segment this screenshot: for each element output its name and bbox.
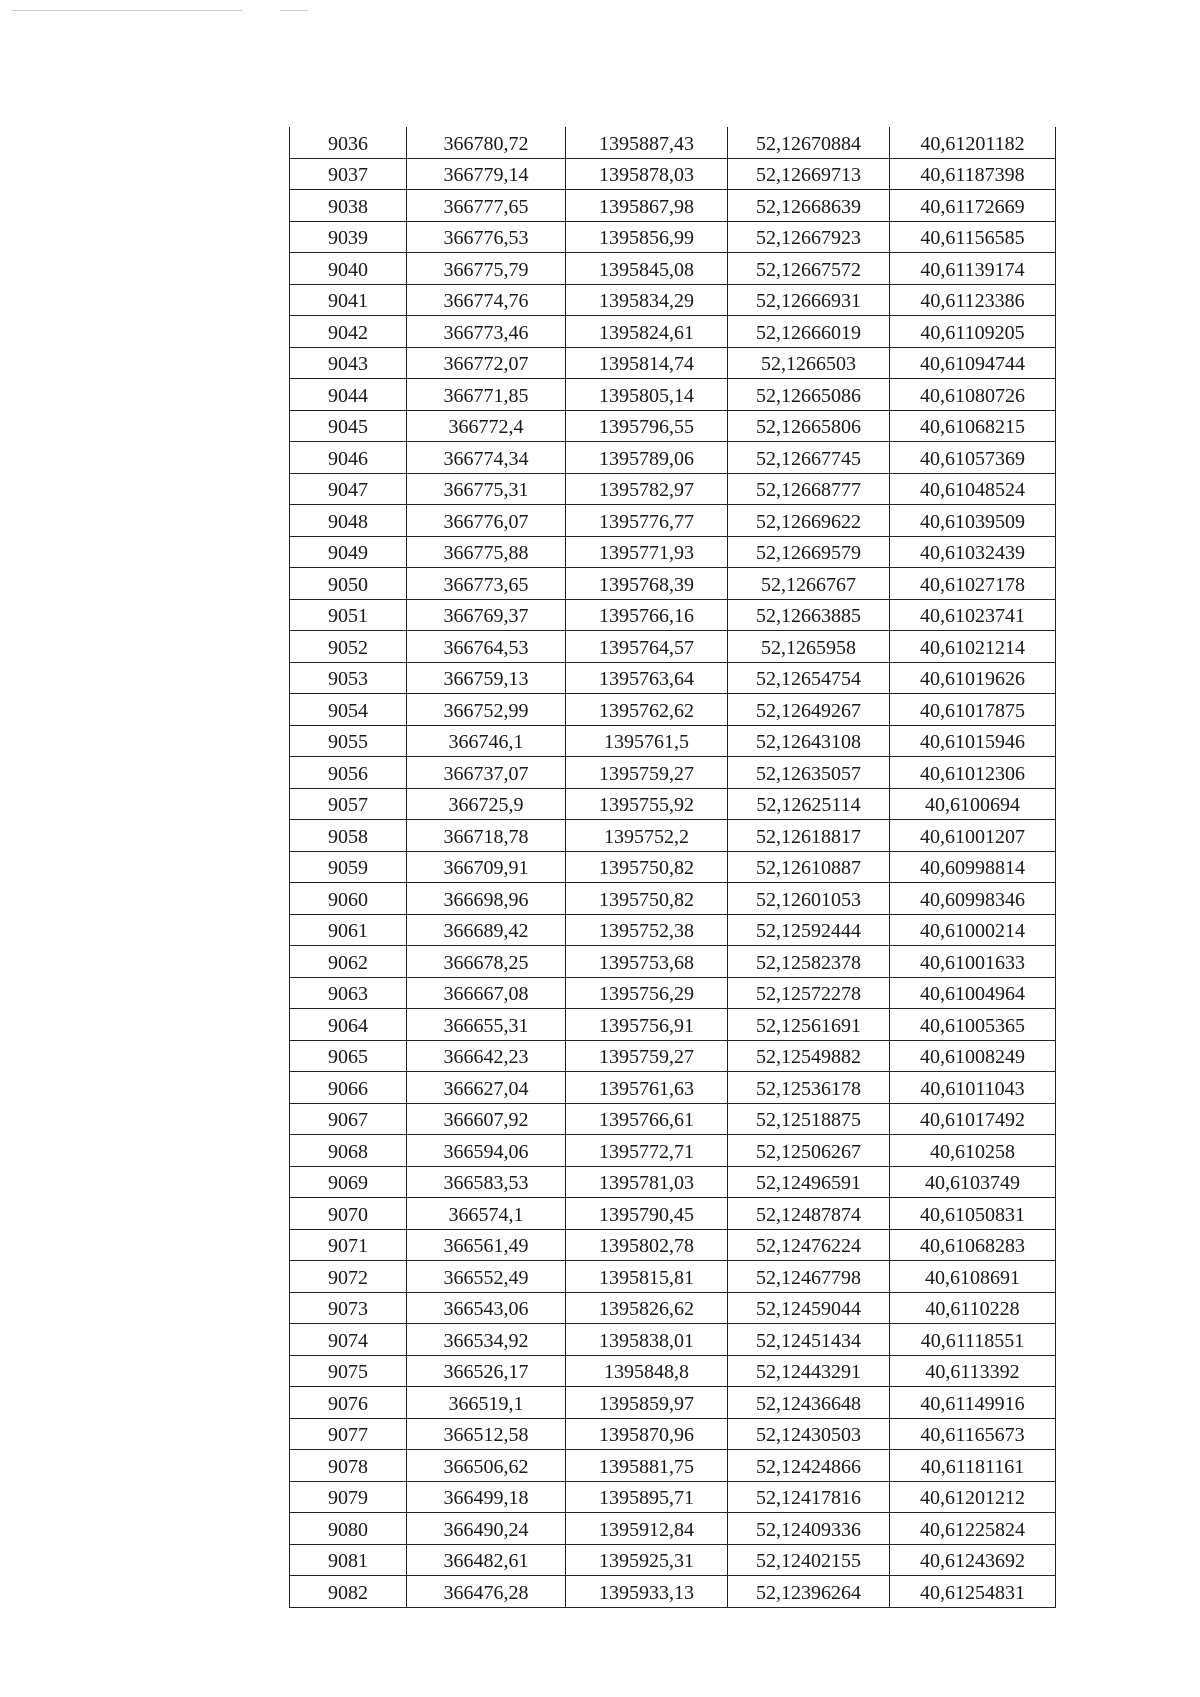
longitude-cell: 40,61068283 (890, 1229, 1056, 1261)
point-number-cell: 9071 (290, 1229, 407, 1261)
x-coordinate-cell: 366773,65 (407, 568, 566, 600)
table-row (290, 946, 1056, 978)
longitude-cell: 40,61021214 (890, 631, 1056, 663)
longitude-cell: 40,61050831 (890, 1198, 1056, 1230)
point-number-cell: 9063 (290, 977, 407, 1009)
point-number-cell: 9075 (290, 1355, 407, 1387)
point-number-cell: 9074 (290, 1324, 407, 1356)
latitude-cell: 52,12670884 (728, 127, 890, 158)
table-row (290, 977, 1056, 1009)
table-row (290, 158, 1056, 190)
latitude-cell: 52,12424866 (728, 1450, 890, 1482)
x-coordinate-cell: 366574,1 (407, 1198, 566, 1230)
y-coordinate-cell: 1395848,8 (566, 1355, 728, 1387)
table-row (290, 851, 1056, 883)
longitude-cell: 40,6100694 (890, 788, 1056, 820)
y-coordinate-cell: 1395867,98 (566, 190, 728, 222)
latitude-cell: 52,12467798 (728, 1261, 890, 1293)
point-number-cell: 9057 (290, 788, 407, 820)
x-coordinate-cell: 366771,85 (407, 379, 566, 411)
longitude-cell: 40,61080726 (890, 379, 1056, 411)
table-row (290, 536, 1056, 568)
y-coordinate-cell: 1395815,81 (566, 1261, 728, 1293)
table-row (290, 284, 1056, 316)
coordinates-table-body (290, 127, 1056, 1607)
table-row (290, 473, 1056, 505)
x-coordinate-cell: 366499,18 (407, 1481, 566, 1513)
latitude-cell: 52,12635057 (728, 757, 890, 789)
longitude-cell: 40,61123386 (890, 284, 1056, 316)
x-coordinate-cell: 366482,61 (407, 1544, 566, 1576)
latitude-cell: 52,12518875 (728, 1103, 890, 1135)
latitude-cell: 52,12654754 (728, 662, 890, 694)
longitude-cell: 40,61011043 (890, 1072, 1056, 1104)
table-row (290, 347, 1056, 379)
x-coordinate-cell: 366655,31 (407, 1009, 566, 1041)
latitude-cell: 52,12601053 (728, 883, 890, 915)
x-coordinate-cell: 366709,91 (407, 851, 566, 883)
latitude-cell: 52,12430503 (728, 1418, 890, 1450)
point-number-cell: 9055 (290, 725, 407, 757)
point-number-cell: 9053 (290, 662, 407, 694)
y-coordinate-cell: 1395752,38 (566, 914, 728, 946)
x-coordinate-cell: 366764,53 (407, 631, 566, 663)
table-row (290, 1198, 1056, 1230)
y-coordinate-cell: 1395759,27 (566, 1040, 728, 1072)
latitude-cell: 52,12665086 (728, 379, 890, 411)
longitude-cell: 40,61008249 (890, 1040, 1056, 1072)
table-row (290, 883, 1056, 915)
table-row (290, 1072, 1056, 1104)
x-coordinate-cell: 366746,1 (407, 725, 566, 757)
x-coordinate-cell: 366777,65 (407, 190, 566, 222)
table-row (290, 1513, 1056, 1545)
y-coordinate-cell: 1395870,96 (566, 1418, 728, 1450)
y-coordinate-cell: 1395856,99 (566, 221, 728, 253)
longitude-cell: 40,61118551 (890, 1324, 1056, 1356)
table-row (290, 1166, 1056, 1198)
y-coordinate-cell: 1395759,27 (566, 757, 728, 789)
latitude-cell: 52,12582378 (728, 946, 890, 978)
latitude-cell: 52,12476224 (728, 1229, 890, 1261)
x-coordinate-cell: 366667,08 (407, 977, 566, 1009)
scan-artifact-line (12, 10, 242, 11)
y-coordinate-cell: 1395766,61 (566, 1103, 728, 1135)
table-row (290, 1355, 1056, 1387)
x-coordinate-cell: 366512,58 (407, 1418, 566, 1450)
longitude-cell: 40,61181161 (890, 1450, 1056, 1482)
latitude-cell: 52,12667923 (728, 221, 890, 253)
x-coordinate-cell: 366772,07 (407, 347, 566, 379)
y-coordinate-cell: 1395753,68 (566, 946, 728, 978)
y-coordinate-cell: 1395766,16 (566, 599, 728, 631)
latitude-cell: 52,12665806 (728, 410, 890, 442)
x-coordinate-cell: 366678,25 (407, 946, 566, 978)
longitude-cell: 40,61225824 (890, 1513, 1056, 1545)
coordinates-table (289, 127, 1056, 1608)
longitude-cell: 40,61254831 (890, 1576, 1056, 1608)
point-number-cell: 9078 (290, 1450, 407, 1482)
y-coordinate-cell: 1395790,45 (566, 1198, 728, 1230)
latitude-cell: 52,12496591 (728, 1166, 890, 1198)
x-coordinate-cell: 366776,53 (407, 221, 566, 253)
y-coordinate-cell: 1395925,31 (566, 1544, 728, 1576)
x-coordinate-cell: 366698,96 (407, 883, 566, 915)
x-coordinate-cell: 366776,07 (407, 505, 566, 537)
point-number-cell: 9041 (290, 284, 407, 316)
latitude-cell: 52,12669579 (728, 536, 890, 568)
longitude-cell: 40,61004964 (890, 977, 1056, 1009)
latitude-cell: 52,12549882 (728, 1040, 890, 1072)
table-row (290, 1229, 1056, 1261)
point-number-cell: 9040 (290, 253, 407, 285)
longitude-cell: 40,61201182 (890, 127, 1056, 158)
x-coordinate-cell: 366519,1 (407, 1387, 566, 1419)
table-row (290, 1135, 1056, 1167)
y-coordinate-cell: 1395805,14 (566, 379, 728, 411)
table-row (290, 410, 1056, 442)
y-coordinate-cell: 1395838,01 (566, 1324, 728, 1356)
longitude-cell: 40,61139174 (890, 253, 1056, 285)
y-coordinate-cell: 1395933,13 (566, 1576, 728, 1608)
longitude-cell: 40,6108691 (890, 1261, 1056, 1293)
x-coordinate-cell: 366561,49 (407, 1229, 566, 1261)
point-number-cell: 9038 (290, 190, 407, 222)
point-number-cell: 9062 (290, 946, 407, 978)
latitude-cell: 52,12451434 (728, 1324, 890, 1356)
y-coordinate-cell: 1395881,75 (566, 1450, 728, 1482)
latitude-cell: 52,12668777 (728, 473, 890, 505)
table-row (290, 568, 1056, 600)
x-coordinate-cell: 366607,92 (407, 1103, 566, 1135)
table-row (290, 505, 1056, 537)
table-row (290, 127, 1056, 158)
latitude-cell: 52,1266503 (728, 347, 890, 379)
point-number-cell: 9070 (290, 1198, 407, 1230)
table-row (290, 788, 1056, 820)
longitude-cell: 40,610258 (890, 1135, 1056, 1167)
latitude-cell: 52,12572278 (728, 977, 890, 1009)
x-coordinate-cell: 366774,76 (407, 284, 566, 316)
scan-artifact-line (280, 10, 308, 11)
longitude-cell: 40,61001207 (890, 820, 1056, 852)
x-coordinate-cell: 366506,62 (407, 1450, 566, 1482)
table-row (290, 190, 1056, 222)
point-number-cell: 9051 (290, 599, 407, 631)
x-coordinate-cell: 366780,72 (407, 127, 566, 158)
latitude-cell: 52,1266767 (728, 568, 890, 600)
longitude-cell: 40,60998346 (890, 883, 1056, 915)
y-coordinate-cell: 1395776,77 (566, 505, 728, 537)
point-number-cell: 9077 (290, 1418, 407, 1450)
x-coordinate-cell: 366772,4 (407, 410, 566, 442)
point-number-cell: 9042 (290, 316, 407, 348)
point-number-cell: 9060 (290, 883, 407, 915)
point-number-cell: 9065 (290, 1040, 407, 1072)
x-coordinate-cell: 366627,04 (407, 1072, 566, 1104)
latitude-cell: 52,12666931 (728, 284, 890, 316)
table-row (290, 379, 1056, 411)
table-row (290, 631, 1056, 663)
latitude-cell: 52,12610887 (728, 851, 890, 883)
point-number-cell: 9076 (290, 1387, 407, 1419)
y-coordinate-cell: 1395756,91 (566, 1009, 728, 1041)
point-number-cell: 9072 (290, 1261, 407, 1293)
latitude-cell: 52,12459044 (728, 1292, 890, 1324)
latitude-cell: 52,12592444 (728, 914, 890, 946)
point-number-cell: 9082 (290, 1576, 407, 1608)
table-row (290, 914, 1056, 946)
longitude-cell: 40,61243692 (890, 1544, 1056, 1576)
y-coordinate-cell: 1395859,97 (566, 1387, 728, 1419)
table-row (290, 1544, 1056, 1576)
latitude-cell: 52,12506267 (728, 1135, 890, 1167)
x-coordinate-cell: 366737,07 (407, 757, 566, 789)
longitude-cell: 40,61000214 (890, 914, 1056, 946)
table-row (290, 725, 1056, 757)
longitude-cell: 40,61012306 (890, 757, 1056, 789)
x-coordinate-cell: 366718,78 (407, 820, 566, 852)
point-number-cell: 9056 (290, 757, 407, 789)
y-coordinate-cell: 1395772,71 (566, 1135, 728, 1167)
latitude-cell: 52,12649267 (728, 694, 890, 726)
table-row (290, 1040, 1056, 1072)
y-coordinate-cell: 1395824,61 (566, 316, 728, 348)
latitude-cell: 52,12487874 (728, 1198, 890, 1230)
point-number-cell: 9067 (290, 1103, 407, 1135)
latitude-cell: 52,12402155 (728, 1544, 890, 1576)
y-coordinate-cell: 1395887,43 (566, 127, 728, 158)
table-row (290, 253, 1056, 285)
y-coordinate-cell: 1395752,2 (566, 820, 728, 852)
x-coordinate-cell: 366583,53 (407, 1166, 566, 1198)
x-coordinate-cell: 366775,79 (407, 253, 566, 285)
point-number-cell: 9064 (290, 1009, 407, 1041)
table-row (290, 1292, 1056, 1324)
table-row (290, 820, 1056, 852)
point-number-cell: 9073 (290, 1292, 407, 1324)
table-row (290, 599, 1056, 631)
y-coordinate-cell: 1395845,08 (566, 253, 728, 285)
latitude-cell: 52,12536178 (728, 1072, 890, 1104)
longitude-cell: 40,61057369 (890, 442, 1056, 474)
y-coordinate-cell: 1395764,57 (566, 631, 728, 663)
y-coordinate-cell: 1395796,55 (566, 410, 728, 442)
y-coordinate-cell: 1395781,03 (566, 1166, 728, 1198)
x-coordinate-cell: 366752,99 (407, 694, 566, 726)
longitude-cell: 40,61149916 (890, 1387, 1056, 1419)
y-coordinate-cell: 1395761,5 (566, 725, 728, 757)
table-row (290, 1418, 1056, 1450)
latitude-cell: 52,12667745 (728, 442, 890, 474)
latitude-cell: 52,12625114 (728, 788, 890, 820)
y-coordinate-cell: 1395762,62 (566, 694, 728, 726)
latitude-cell: 52,12668639 (728, 190, 890, 222)
longitude-cell: 40,61015946 (890, 725, 1056, 757)
point-number-cell: 9037 (290, 158, 407, 190)
x-coordinate-cell: 366759,13 (407, 662, 566, 694)
table-row (290, 1324, 1056, 1356)
longitude-cell: 40,6113392 (890, 1355, 1056, 1387)
y-coordinate-cell: 1395834,29 (566, 284, 728, 316)
point-number-cell: 9049 (290, 536, 407, 568)
longitude-cell: 40,61172669 (890, 190, 1056, 222)
table-row (290, 1481, 1056, 1513)
latitude-cell: 52,12417816 (728, 1481, 890, 1513)
longitude-cell: 40,61109205 (890, 316, 1056, 348)
table-row (290, 1261, 1056, 1293)
longitude-cell: 40,61201212 (890, 1481, 1056, 1513)
latitude-cell: 52,12663885 (728, 599, 890, 631)
point-number-cell: 9080 (290, 1513, 407, 1545)
point-number-cell: 9079 (290, 1481, 407, 1513)
table-row (290, 316, 1056, 348)
latitude-cell: 52,1265958 (728, 631, 890, 663)
x-coordinate-cell: 366476,28 (407, 1576, 566, 1608)
x-coordinate-cell: 366534,92 (407, 1324, 566, 1356)
point-number-cell: 9069 (290, 1166, 407, 1198)
longitude-cell: 40,61094744 (890, 347, 1056, 379)
table-row (290, 662, 1056, 694)
latitude-cell: 52,12409336 (728, 1513, 890, 1545)
longitude-cell: 40,6110228 (890, 1292, 1056, 1324)
point-number-cell: 9044 (290, 379, 407, 411)
table-row (290, 1387, 1056, 1419)
longitude-cell: 40,61005365 (890, 1009, 1056, 1041)
point-number-cell: 9066 (290, 1072, 407, 1104)
x-coordinate-cell: 366774,34 (407, 442, 566, 474)
point-number-cell: 9043 (290, 347, 407, 379)
x-coordinate-cell: 366689,42 (407, 914, 566, 946)
x-coordinate-cell: 366773,46 (407, 316, 566, 348)
y-coordinate-cell: 1395771,93 (566, 536, 728, 568)
x-coordinate-cell: 366769,37 (407, 599, 566, 631)
latitude-cell: 52,12667572 (728, 253, 890, 285)
point-number-cell: 9046 (290, 442, 407, 474)
longitude-cell: 40,61068215 (890, 410, 1056, 442)
x-coordinate-cell: 366775,88 (407, 536, 566, 568)
y-coordinate-cell: 1395802,78 (566, 1229, 728, 1261)
latitude-cell: 52,12436648 (728, 1387, 890, 1419)
longitude-cell: 40,61017875 (890, 694, 1056, 726)
table-row (290, 1450, 1056, 1482)
longitude-cell: 40,61023741 (890, 599, 1056, 631)
x-coordinate-cell: 366779,14 (407, 158, 566, 190)
latitude-cell: 52,12666019 (728, 316, 890, 348)
latitude-cell: 52,12669622 (728, 505, 890, 537)
x-coordinate-cell: 366725,9 (407, 788, 566, 820)
y-coordinate-cell: 1395768,39 (566, 568, 728, 600)
x-coordinate-cell: 366490,24 (407, 1513, 566, 1545)
longitude-cell: 40,61027178 (890, 568, 1056, 600)
point-number-cell: 9048 (290, 505, 407, 537)
longitude-cell: 40,61187398 (890, 158, 1056, 190)
point-number-cell: 9054 (290, 694, 407, 726)
point-number-cell: 9039 (290, 221, 407, 253)
y-coordinate-cell: 1395895,71 (566, 1481, 728, 1513)
longitude-cell: 40,61032439 (890, 536, 1056, 568)
point-number-cell: 9068 (290, 1135, 407, 1167)
longitude-cell: 40,61165673 (890, 1418, 1056, 1450)
point-number-cell: 9047 (290, 473, 407, 505)
x-coordinate-cell: 366594,06 (407, 1135, 566, 1167)
longitude-cell: 40,6103749 (890, 1166, 1056, 1198)
table-row (290, 221, 1056, 253)
latitude-cell: 52,12561691 (728, 1009, 890, 1041)
point-number-cell: 9045 (290, 410, 407, 442)
point-number-cell: 9058 (290, 820, 407, 852)
x-coordinate-cell: 366543,06 (407, 1292, 566, 1324)
y-coordinate-cell: 1395750,82 (566, 851, 728, 883)
x-coordinate-cell: 366552,49 (407, 1261, 566, 1293)
longitude-cell: 40,61019626 (890, 662, 1056, 694)
y-coordinate-cell: 1395826,62 (566, 1292, 728, 1324)
y-coordinate-cell: 1395814,74 (566, 347, 728, 379)
longitude-cell: 40,61017492 (890, 1103, 1056, 1135)
x-coordinate-cell: 366775,31 (407, 473, 566, 505)
point-number-cell: 9050 (290, 568, 407, 600)
table-row (290, 757, 1056, 789)
longitude-cell: 40,60998814 (890, 851, 1056, 883)
table-row (290, 694, 1056, 726)
table-row (290, 442, 1056, 474)
longitude-cell: 40,61048524 (890, 473, 1056, 505)
table-row (290, 1009, 1056, 1041)
longitude-cell: 40,61156585 (890, 221, 1056, 253)
latitude-cell: 52,12643108 (728, 725, 890, 757)
longitude-cell: 40,61001633 (890, 946, 1056, 978)
point-number-cell: 9081 (290, 1544, 407, 1576)
y-coordinate-cell: 1395763,64 (566, 662, 728, 694)
point-number-cell: 9059 (290, 851, 407, 883)
x-coordinate-cell: 366526,17 (407, 1355, 566, 1387)
y-coordinate-cell: 1395755,92 (566, 788, 728, 820)
point-number-cell: 9052 (290, 631, 407, 663)
point-number-cell: 9036 (290, 127, 407, 158)
longitude-cell: 40,61039509 (890, 505, 1056, 537)
y-coordinate-cell: 1395789,06 (566, 442, 728, 474)
table-row (290, 1103, 1056, 1135)
y-coordinate-cell: 1395756,29 (566, 977, 728, 1009)
table-row (290, 1576, 1056, 1608)
y-coordinate-cell: 1395878,03 (566, 158, 728, 190)
latitude-cell: 52,12443291 (728, 1355, 890, 1387)
latitude-cell: 52,12618817 (728, 820, 890, 852)
y-coordinate-cell: 1395761,63 (566, 1072, 728, 1104)
x-coordinate-cell: 366642,23 (407, 1040, 566, 1072)
latitude-cell: 52,12669713 (728, 158, 890, 190)
point-number-cell: 9061 (290, 914, 407, 946)
y-coordinate-cell: 1395912,84 (566, 1513, 728, 1545)
latitude-cell: 52,12396264 (728, 1576, 890, 1608)
y-coordinate-cell: 1395750,82 (566, 883, 728, 915)
y-coordinate-cell: 1395782,97 (566, 473, 728, 505)
